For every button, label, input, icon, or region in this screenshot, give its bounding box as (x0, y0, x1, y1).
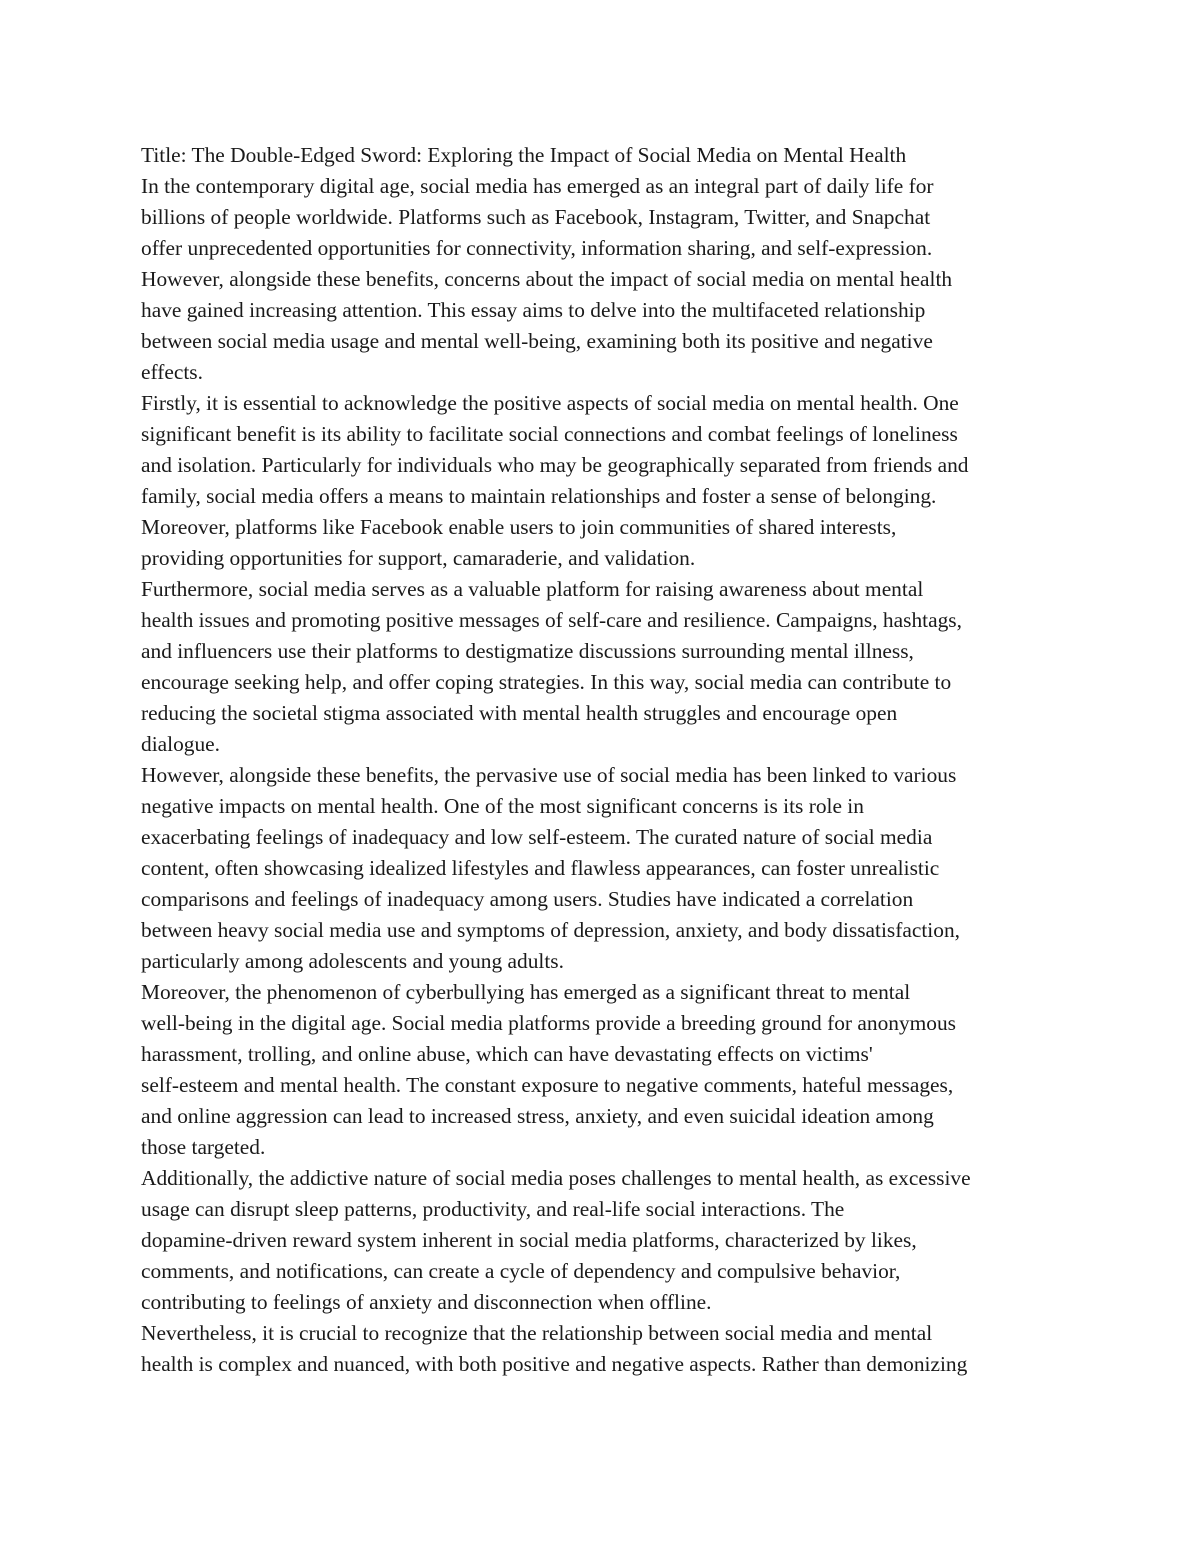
text-line: dopamine-driven reward system inherent in social media platforms, characterized by likes, (141, 1228, 917, 1252)
text-line: billions of people worldwide. Platforms such as Facebook, Instagram, Twitter, and Snapchat (141, 205, 931, 229)
text-line: Moreover, platforms like Facebook enable users to join communities of shared interests, (141, 515, 897, 539)
text-line: health issues and promoting positive messages of self-care and resilience. Campaigns, hashtags, (141, 608, 962, 632)
text-line: Firstly, it is essential to acknowledge the positive aspects of social media on mental health. One (141, 391, 959, 415)
text-line: family, social media offers a means to maintain relationships and foster a sense of belonging. (141, 484, 937, 508)
text-line: exacerbating feelings of inadequacy and low self-esteem. The curated nature of social media (141, 825, 933, 849)
text-line: contributing to feelings of anxiety and disconnection when offline. (141, 1290, 712, 1314)
text-line: health is complex and nuanced, with both positive and negative aspects. Rather than demonizing (141, 1352, 968, 1376)
text-line: Nevertheless, it is crucial to recognize that the relationship between social media and mental (141, 1321, 933, 1345)
document-body (141, 140, 1071, 1380)
text-line: and isolation. Particularly for individuals who may be geographically separated from friends and (141, 453, 969, 477)
text-line: those targeted. (141, 1135, 266, 1159)
text-line: between social media usage and mental well-being, examining both its positive and negative (141, 329, 933, 353)
text-line: However, alongside these benefits, concerns about the impact of social media on mental health (141, 267, 953, 291)
text-line: However, alongside these benefits, the pervasive use of social media has been linked to various (141, 763, 957, 787)
text-line: between heavy social media use and symptoms of depression, anxiety, and body dissatisfaction, (141, 918, 960, 942)
text-line: significant benefit is its ability to facilitate social connections and combat feelings of loneliness (141, 422, 958, 446)
text-line: effects. (141, 360, 203, 384)
text-line: Furthermore, social media serves as a valuable platform for raising awareness about mental (141, 577, 924, 601)
text-line: dialogue. (141, 732, 221, 756)
text-line: harassment, trolling, and online abuse, which can have devastating effects on victims' (141, 1042, 873, 1066)
text-line: offer unprecedented opportunities for connectivity, information sharing, and self-expression. (141, 236, 933, 260)
text-line: In the contemporary digital age, social media has emerged as an integral part of daily life for (141, 174, 934, 198)
text-line: well-being in the digital age. Social media platforms provide a breeding ground for anonymous (141, 1011, 957, 1035)
text-line: providing opportunities for support, camaraderie, and validation. (141, 546, 696, 570)
text-line: usage can disrupt sleep patterns, productivity, and real-life social interactions. The (141, 1197, 845, 1221)
text-line: comments, and notifications, can create a cycle of dependency and compulsive behavior, (141, 1259, 901, 1283)
document-title-line: Title: The Double-Edged Sword: Exploring the Impact of Social Media on Mental Health (141, 143, 907, 167)
text-line: self-esteem and mental health. The constant exposure to negative comments, hateful messages, (141, 1073, 954, 1097)
text-line: Additionally, the addictive nature of social media poses challenges to mental health, as excessive (141, 1166, 971, 1190)
text-line: content, often showcasing idealized lifestyles and flawless appearances, can foster unrealistic (141, 856, 940, 880)
text-line: encourage seeking help, and offer coping strategies. In this way, social media can contribute to (141, 670, 952, 694)
text-line: have gained increasing attention. This essay aims to delve into the multifaceted relationship (141, 298, 926, 322)
text-line: Moreover, the phenomenon of cyberbullying has emerged as a significant threat to mental (141, 980, 911, 1004)
text-line: negative impacts on mental health. One of the most significant concerns is its role in (141, 794, 864, 818)
text-line: and influencers use their platforms to destigmatize discussions surrounding mental illness, (141, 639, 914, 663)
text-line: particularly among adolescents and young adults. (141, 949, 564, 973)
text-line: comparisons and feelings of inadequacy among users. Studies have indicated a correlation (141, 887, 914, 911)
text-line: and online aggression can lead to increased stress, anxiety, and even suicidal ideation among (141, 1104, 934, 1128)
text-line: reducing the societal stigma associated with mental health struggles and encourage open (141, 701, 898, 725)
